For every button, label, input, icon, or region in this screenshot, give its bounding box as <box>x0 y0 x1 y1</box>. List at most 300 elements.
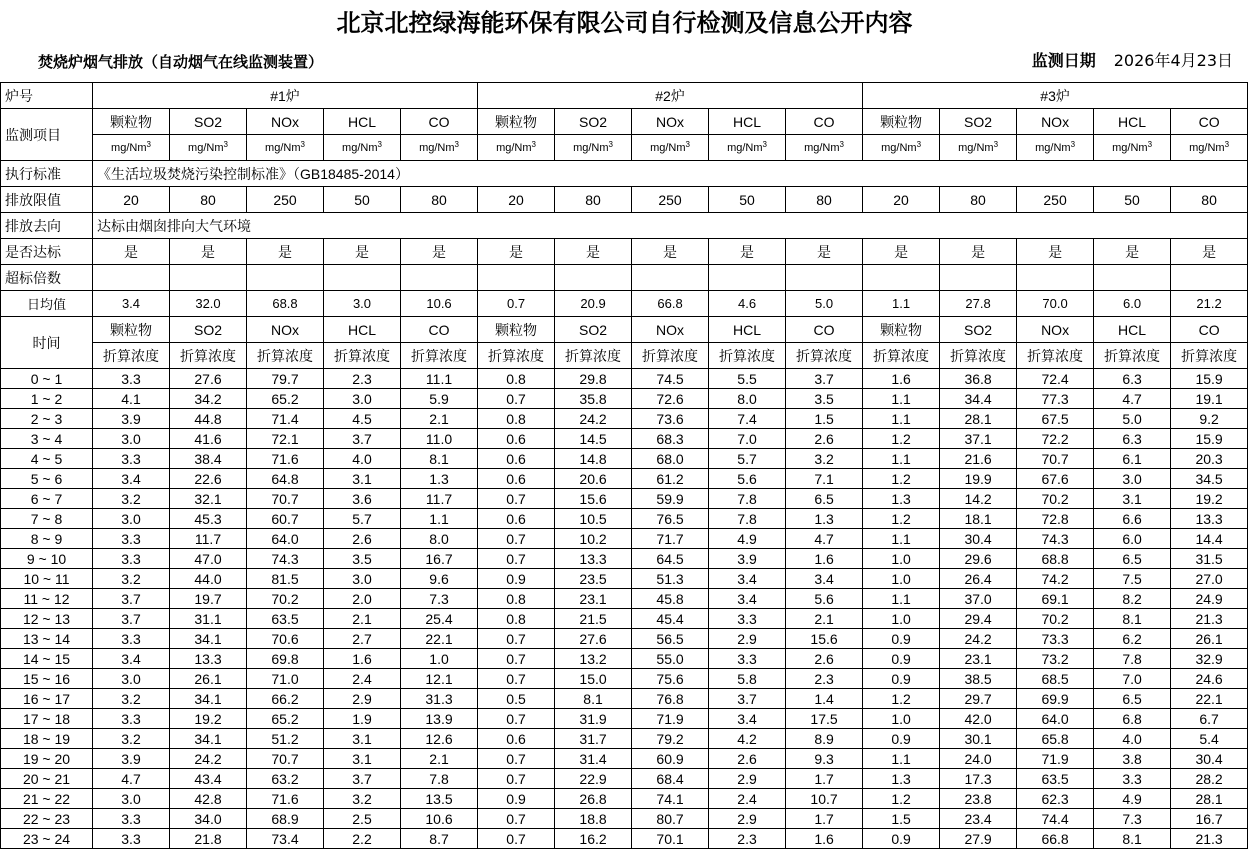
value-cell: 0.8 <box>478 589 555 609</box>
unit-superscript: 3 <box>454 139 459 149</box>
value-cell: 10.5 <box>555 509 632 529</box>
conv-label-cell: 折算浓度 <box>478 343 555 369</box>
compliance-cell: 是 <box>1094 239 1171 265</box>
value-cell: 74.1 <box>632 789 709 809</box>
value-cell: 5.6 <box>709 469 786 489</box>
value-cell: 0.7 <box>478 669 555 689</box>
value-cell: 31.3 <box>401 689 478 709</box>
value-cell: 4.0 <box>1094 729 1171 749</box>
value-cell: 6.2 <box>1094 629 1171 649</box>
value-cell: 8.1 <box>1094 829 1171 849</box>
value-cell: 3.6 <box>324 489 401 509</box>
avg-label: 日均值 <box>1 291 93 317</box>
hour-range: 13 ~ 14 <box>1 629 93 649</box>
compliance-cell: 是 <box>786 239 863 265</box>
unit-base: mg/Nm <box>958 141 994 154</box>
value-cell: 2.9 <box>709 629 786 649</box>
time-label: 时间 <box>1 317 93 369</box>
hour-range: 21 ~ 22 <box>1 789 93 809</box>
furnace-header: #2炉 <box>478 83 863 109</box>
value-cell: 3.3 <box>93 809 170 829</box>
hour-range: 23 ~ 24 <box>1 829 93 849</box>
unit-base: mg/Nm <box>727 141 763 154</box>
value-cell: 75.6 <box>632 669 709 689</box>
value-cell: 0.6 <box>478 449 555 469</box>
value-cell: 64.0 <box>247 529 324 549</box>
value-cell: 15.9 <box>1171 369 1248 389</box>
value-cell: 1.1 <box>863 409 940 429</box>
value-cell: 81.5 <box>247 569 324 589</box>
value-cell: 5.5 <box>709 369 786 389</box>
value-cell: 3.7 <box>324 429 401 449</box>
value-cell: 3.4 <box>709 709 786 729</box>
value-cell: 16.7 <box>401 549 478 569</box>
value-cell: 45.3 <box>170 509 247 529</box>
conv-label-cell: 折算浓度 <box>632 343 709 369</box>
value-cell: 27.6 <box>170 369 247 389</box>
value-cell: 79.7 <box>247 369 324 389</box>
unit-superscript: 3 <box>223 139 228 149</box>
value-cell: 8.2 <box>1094 589 1171 609</box>
value-cell: 1.3 <box>786 509 863 529</box>
value-cell: 63.5 <box>1017 769 1094 789</box>
value-cell: 3.7 <box>93 589 170 609</box>
furnace-header: #1炉 <box>93 83 478 109</box>
value-cell: 3.2 <box>93 689 170 709</box>
value-cell: 32.9 <box>1171 649 1248 669</box>
table-row <box>1 689 1248 709</box>
value-cell: 76.5 <box>632 509 709 529</box>
value-cell: 65.2 <box>247 389 324 409</box>
conv-label-cell: 折算浓度 <box>555 343 632 369</box>
date-label: 监测日期 <box>1031 51 1096 70</box>
hour-range: 3 ~ 4 <box>1 429 93 449</box>
unit-base: mg/Nm <box>111 141 147 154</box>
value-cell: 0.9 <box>478 569 555 589</box>
value-cell: 68.3 <box>632 429 709 449</box>
value-cell: 4.9 <box>709 529 786 549</box>
unit-superscript: 3 <box>608 139 613 149</box>
avg-cell: 6.0 <box>1094 291 1171 317</box>
unit-base: mg/Nm <box>419 141 455 154</box>
value-cell: 3.3 <box>93 529 170 549</box>
value-cell: 2.1 <box>324 609 401 629</box>
value-cell: 2.2 <box>324 829 401 849</box>
value-cell: 0.6 <box>478 469 555 489</box>
standard-label: 执行标准 <box>1 161 93 187</box>
value-cell: 26.8 <box>555 789 632 809</box>
value-cell: 31.1 <box>170 609 247 629</box>
value-cell: 2.3 <box>324 369 401 389</box>
value-cell: 24.2 <box>555 409 632 429</box>
hourly-pollutant-header: SO2 <box>170 317 247 343</box>
hourly-pollutant-header: CO <box>786 317 863 343</box>
value-cell: 27.9 <box>940 829 1017 849</box>
value-cell: 1.7 <box>786 769 863 789</box>
value-cell: 63.5 <box>247 609 324 629</box>
value-cell: 0.9 <box>863 829 940 849</box>
value-cell: 0.8 <box>478 409 555 429</box>
hour-range: 4 ~ 5 <box>1 449 93 469</box>
value-cell: 72.6 <box>632 389 709 409</box>
value-cell: 6.1 <box>1094 449 1171 469</box>
value-cell: 2.4 <box>709 789 786 809</box>
compliance-label: 是否达标 <box>1 239 93 265</box>
unit-cell <box>940 135 1017 161</box>
value-cell: 2.9 <box>709 769 786 789</box>
value-cell: 0.7 <box>478 769 555 789</box>
avg-cell: 27.8 <box>940 291 1017 317</box>
avg-cell: 10.6 <box>401 291 478 317</box>
hour-range: 5 ~ 6 <box>1 469 93 489</box>
value-cell: 31.4 <box>555 749 632 769</box>
pollutant-header: HCL <box>324 109 401 135</box>
avg-cell: 4.6 <box>709 291 786 317</box>
hour-range: 0 ~ 1 <box>1 369 93 389</box>
value-cell: 3.0 <box>93 429 170 449</box>
avg-cell: 21.2 <box>1171 291 1248 317</box>
exceed-cell <box>555 265 632 291</box>
unit-base: mg/Nm <box>650 141 686 154</box>
value-cell: 6.5 <box>786 489 863 509</box>
avg-cell: 70.0 <box>1017 291 1094 317</box>
value-cell: 17.3 <box>940 769 1017 789</box>
compliance-cell: 是 <box>863 239 940 265</box>
table-row <box>1 709 1248 729</box>
value-cell: 66.8 <box>1017 829 1094 849</box>
value-cell: 1.1 <box>863 589 940 609</box>
value-cell: 74.2 <box>1017 569 1094 589</box>
value-cell: 1.5 <box>786 409 863 429</box>
value-cell: 22.1 <box>1171 689 1248 709</box>
value-cell: 25.4 <box>401 609 478 629</box>
compliance-cell: 是 <box>401 239 478 265</box>
value-cell: 3.5 <box>786 389 863 409</box>
value-cell: 10.6 <box>401 809 478 829</box>
value-cell: 28.2 <box>1171 769 1248 789</box>
value-cell: 0.9 <box>863 669 940 689</box>
hour-range: 15 ~ 16 <box>1 669 93 689</box>
value-cell: 24.0 <box>940 749 1017 769</box>
value-cell: 3.2 <box>93 489 170 509</box>
value-cell: 3.3 <box>93 629 170 649</box>
value-cell: 3.1 <box>324 729 401 749</box>
pollutant-header: NOx <box>247 109 324 135</box>
value-cell: 44.8 <box>170 409 247 429</box>
monitoring-date <box>1032 50 1233 72</box>
value-cell: 1.2 <box>863 689 940 709</box>
hour-range: 19 ~ 20 <box>1 749 93 769</box>
value-cell: 31.5 <box>1171 549 1248 569</box>
unit-cell <box>1017 135 1094 161</box>
value-cell: 0.9 <box>478 789 555 809</box>
value-cell: 34.5 <box>1171 469 1248 489</box>
value-cell: 34.1 <box>170 629 247 649</box>
value-cell: 79.2 <box>632 729 709 749</box>
value-cell: 9.2 <box>1171 409 1248 429</box>
table-row <box>1 809 1248 829</box>
limit-cell: 80 <box>940 187 1017 213</box>
value-cell: 9.3 <box>786 749 863 769</box>
value-cell: 0.7 <box>478 829 555 849</box>
value-cell: 15.6 <box>786 629 863 649</box>
value-cell: 1.2 <box>863 469 940 489</box>
table-row <box>1 369 1248 389</box>
conv-label-cell: 折算浓度 <box>247 343 324 369</box>
value-cell: 8.1 <box>555 689 632 709</box>
unit-superscript: 3 <box>531 139 536 149</box>
value-cell: 0.7 <box>478 489 555 509</box>
pollutant-header: HCL <box>1094 109 1171 135</box>
value-cell: 61.2 <box>632 469 709 489</box>
value-cell: 3.4 <box>709 569 786 589</box>
value-cell: 0.7 <box>478 629 555 649</box>
value-cell: 5.9 <box>401 389 478 409</box>
compliance-cell: 是 <box>478 239 555 265</box>
conv-label-cell: 折算浓度 <box>170 343 247 369</box>
table-row <box>1 449 1248 469</box>
value-cell: 24.2 <box>940 629 1017 649</box>
hour-range: 22 ~ 23 <box>1 809 93 829</box>
exceed-cell <box>478 265 555 291</box>
pollutant-header: HCL <box>709 109 786 135</box>
compliance-cell: 是 <box>1017 239 1094 265</box>
compliance-cell: 是 <box>324 239 401 265</box>
value-cell: 0.7 <box>478 649 555 669</box>
value-cell: 7.4 <box>709 409 786 429</box>
table-row <box>1 549 1248 569</box>
value-cell: 0.6 <box>478 729 555 749</box>
value-cell: 68.8 <box>1017 549 1094 569</box>
value-cell: 31.7 <box>555 729 632 749</box>
value-cell: 29.6 <box>940 549 1017 569</box>
value-cell: 69.9 <box>1017 689 1094 709</box>
value-cell: 0.9 <box>863 629 940 649</box>
table-row <box>1 769 1248 789</box>
value-cell: 38.5 <box>940 669 1017 689</box>
compliance-cell: 是 <box>709 239 786 265</box>
value-cell: 3.2 <box>324 789 401 809</box>
hour-range: 16 ~ 17 <box>1 689 93 709</box>
value-cell: 7.8 <box>709 489 786 509</box>
value-cell: 80.7 <box>632 809 709 829</box>
value-cell: 64.0 <box>1017 709 1094 729</box>
conv-label-cell: 折算浓度 <box>401 343 478 369</box>
hour-range: 18 ~ 19 <box>1 729 93 749</box>
value-cell: 4.5 <box>324 409 401 429</box>
value-cell: 8.0 <box>709 389 786 409</box>
unit-superscript: 3 <box>685 139 690 149</box>
value-cell: 71.0 <box>247 669 324 689</box>
value-cell: 7.5 <box>1094 569 1171 589</box>
value-cell: 1.6 <box>786 549 863 569</box>
value-cell: 0.6 <box>478 509 555 529</box>
value-cell: 2.1 <box>401 749 478 769</box>
value-cell: 3.5 <box>324 549 401 569</box>
hourly-pollutant-header: 颗粒物 <box>863 317 940 343</box>
value-cell: 32.1 <box>170 489 247 509</box>
value-cell: 7.8 <box>401 769 478 789</box>
value-cell: 2.6 <box>786 429 863 449</box>
pollutant-header: CO <box>786 109 863 135</box>
value-cell: 23.1 <box>555 589 632 609</box>
value-cell: 0.8 <box>478 609 555 629</box>
table-row <box>1 589 1248 609</box>
hour-range: 20 ~ 21 <box>1 769 93 789</box>
value-cell: 3.7 <box>709 689 786 709</box>
value-cell: 72.1 <box>247 429 324 449</box>
value-cell: 77.3 <box>1017 389 1094 409</box>
value-cell: 10.7 <box>786 789 863 809</box>
value-cell: 73.6 <box>632 409 709 429</box>
value-cell: 56.5 <box>632 629 709 649</box>
value-cell: 8.7 <box>401 829 478 849</box>
unit-cell <box>863 135 940 161</box>
value-cell: 30.4 <box>1171 749 1248 769</box>
value-cell: 16.2 <box>555 829 632 849</box>
exceed-cell <box>632 265 709 291</box>
value-cell: 3.4 <box>709 589 786 609</box>
value-cell: 24.9 <box>1171 589 1248 609</box>
value-cell: 1.2 <box>863 509 940 529</box>
avg-cell: 5.0 <box>786 291 863 317</box>
value-cell: 3.9 <box>93 749 170 769</box>
value-cell: 1.6 <box>863 369 940 389</box>
value-cell: 3.3 <box>93 829 170 849</box>
value-cell: 21.5 <box>555 609 632 629</box>
value-cell: 66.2 <box>247 689 324 709</box>
value-cell: 23.5 <box>555 569 632 589</box>
value-cell: 26.1 <box>170 669 247 689</box>
value-cell: 19.9 <box>940 469 1017 489</box>
value-cell: 2.1 <box>401 409 478 429</box>
unit-superscript: 3 <box>300 139 305 149</box>
value-cell: 18.1 <box>940 509 1017 529</box>
value-cell: 24.6 <box>1171 669 1248 689</box>
pollutant-header: NOx <box>1017 109 1094 135</box>
value-cell: 4.7 <box>786 529 863 549</box>
exceed-cell <box>247 265 324 291</box>
avg-cell: 3.0 <box>324 291 401 317</box>
exceed-cell <box>1017 265 1094 291</box>
value-cell: 41.6 <box>170 429 247 449</box>
value-cell: 2.9 <box>709 809 786 829</box>
value-cell: 71.6 <box>247 789 324 809</box>
unit-superscript: 3 <box>1147 139 1153 149</box>
exceed-cell <box>1094 265 1171 291</box>
value-cell: 6.7 <box>1171 709 1248 729</box>
value-cell: 2.6 <box>786 649 863 669</box>
value-cell: 73.2 <box>1017 649 1094 669</box>
value-cell: 70.2 <box>1017 609 1094 629</box>
value-cell: 4.7 <box>93 769 170 789</box>
value-cell: 26.4 <box>940 569 1017 589</box>
value-cell: 1.0 <box>863 609 940 629</box>
value-cell: 19.2 <box>170 709 247 729</box>
compliance-cell: 是 <box>170 239 247 265</box>
compliance-cell: 是 <box>940 239 1017 265</box>
value-cell: 2.3 <box>786 669 863 689</box>
value-cell: 6.5 <box>1094 689 1171 709</box>
value-cell: 3.4 <box>93 649 170 669</box>
value-cell: 70.2 <box>1017 489 1094 509</box>
value-cell: 13.5 <box>401 789 478 809</box>
value-cell: 42.0 <box>940 709 1017 729</box>
limit-cell: 80 <box>170 187 247 213</box>
hour-range: 7 ~ 8 <box>1 509 93 529</box>
value-cell: 3.3 <box>1094 769 1171 789</box>
value-cell: 34.1 <box>170 689 247 709</box>
value-cell: 5.4 <box>1171 729 1248 749</box>
value-cell: 9.6 <box>401 569 478 589</box>
compliance-cell: 是 <box>555 239 632 265</box>
value-cell: 70.2 <box>247 589 324 609</box>
value-cell: 0.6 <box>478 429 555 449</box>
value-cell: 4.0 <box>324 449 401 469</box>
value-cell: 3.2 <box>93 569 170 589</box>
value-cell: 12.6 <box>401 729 478 749</box>
conv-label-cell: 折算浓度 <box>93 343 170 369</box>
value-cell: 59.9 <box>632 489 709 509</box>
table-row <box>1 469 1248 489</box>
value-cell: 2.4 <box>324 669 401 689</box>
unit-cell <box>555 135 632 161</box>
value-cell: 74.3 <box>247 549 324 569</box>
avg-cell: 1.1 <box>863 291 940 317</box>
value-cell: 21.6 <box>940 449 1017 469</box>
value-cell: 7.8 <box>709 509 786 529</box>
value-cell: 7.3 <box>401 589 478 609</box>
value-cell: 67.6 <box>1017 469 1094 489</box>
value-cell: 3.0 <box>1094 469 1171 489</box>
value-cell: 2.5 <box>324 809 401 829</box>
value-cell: 63.2 <box>247 769 324 789</box>
value-cell: 30.4 <box>940 529 1017 549</box>
unit-base: mg/Nm <box>342 141 378 154</box>
value-cell: 23.8 <box>940 789 1017 809</box>
value-cell: 3.3 <box>93 549 170 569</box>
value-cell: 1.0 <box>863 549 940 569</box>
value-cell: 20.6 <box>555 469 632 489</box>
value-cell: 2.6 <box>324 529 401 549</box>
value-cell: 29.8 <box>555 369 632 389</box>
limit-cell: 80 <box>555 187 632 213</box>
value-cell: 4.7 <box>1094 389 1171 409</box>
value-cell: 18.8 <box>555 809 632 829</box>
compliance-cell: 是 <box>93 239 170 265</box>
value-cell: 37.1 <box>940 429 1017 449</box>
value-cell: 2.1 <box>786 609 863 629</box>
pollutant-header: CO <box>401 109 478 135</box>
value-cell: 3.3 <box>709 649 786 669</box>
value-cell: 15.0 <box>555 669 632 689</box>
unit-base: mg/Nm <box>188 141 224 154</box>
unit-cell <box>478 135 555 161</box>
value-cell: 3.9 <box>709 549 786 569</box>
value-cell: 8.1 <box>1094 609 1171 629</box>
value-cell: 10.2 <box>555 529 632 549</box>
avg-cell: 3.4 <box>93 291 170 317</box>
value-cell: 74.5 <box>632 369 709 389</box>
value-cell: 1.5 <box>863 809 940 829</box>
table-row <box>1 509 1248 529</box>
value-cell: 1.1 <box>863 449 940 469</box>
value-cell: 11.0 <box>401 429 478 449</box>
value-cell: 29.4 <box>940 609 1017 629</box>
value-cell: 51.3 <box>632 569 709 589</box>
section-subtitle: 焚烧炉烟气排放（自动烟气在线监测装置） <box>38 53 324 71</box>
table-row <box>1 669 1248 689</box>
